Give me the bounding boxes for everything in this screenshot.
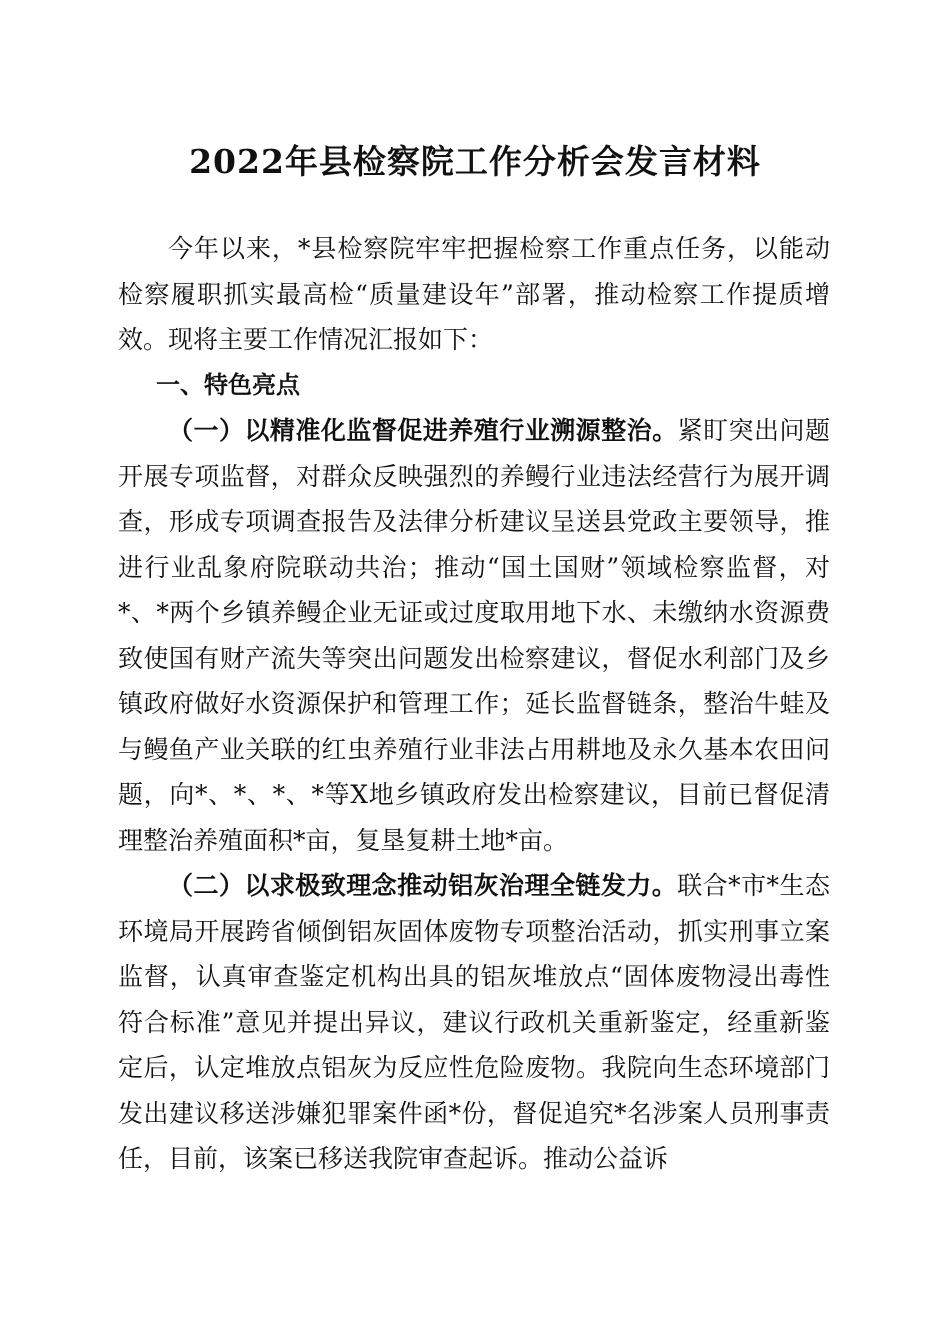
item-body-1: 紧盯突出问题开展专项监督，对群众反映强烈的养鳗行业违法经营行为展开调查，形成专项调查报告及法律分析建议呈送县党政主要领导，推进行业乱象府院联动共治；推动“国土国财”领域检察监督，对*、*两个乡镇养鳗企业无证或过度取用地下水、未缴纳水资源费致使国有财产流失等突出问题发出检察建议，督促水利部门及乡镇政府做好水资源保护和管理工作；延长监督链条，整治牛蛙及与鳗鱼产业关联的红虫养殖行业非法占用耕地及永久基本农田问题，向*、*、*、*等X地乡镇政府发出检察建议，目前已督促清理整治养殖面积*亩，复垦复耕土地*亩。 — [118, 416, 830, 855]
document-body — [118, 226, 830, 1182]
item-paragraph-1 — [118, 408, 830, 863]
intro-paragraph: 今年以来，*县检察院牢牢把握检察工作重点任务，以能动检察履职抓实最高检“质量建设年”部署，推动检察工作提质增效。现将主要工作情况汇报如下： — [118, 234, 830, 354]
section-heading: 一、特色亮点 — [156, 370, 300, 399]
item-lead-1: （一）以精准化监督促进养殖行业溯源整治。 — [168, 416, 678, 445]
item-lead-2: （二）以求极致理念推动铝灰治理全链发力。 — [168, 871, 678, 900]
item-body-2: 联合*市*生态环境局开展跨省倾倒铝灰固体废物专项整治活动，抓实刑事立案监督，认真审查鉴定机构出具的铝灰堆放点“固体废物浸出毒性符合标准”意见并提出异议，建议行政机关重新鉴定，经重新鉴定后，认定堆放点铝灰为反应性危险废物。我院向生态环境部门发出建议移送涉嫌犯罪案件函*份，督促追究*名涉案人员刑事责任，目前，该案已移送我院审查起诉。推动公益诉 — [118, 871, 830, 1173]
document-title: 2022年县检察院工作分析会发言材料 — [189, 142, 761, 181]
item-paragraph-2 — [118, 863, 830, 1182]
